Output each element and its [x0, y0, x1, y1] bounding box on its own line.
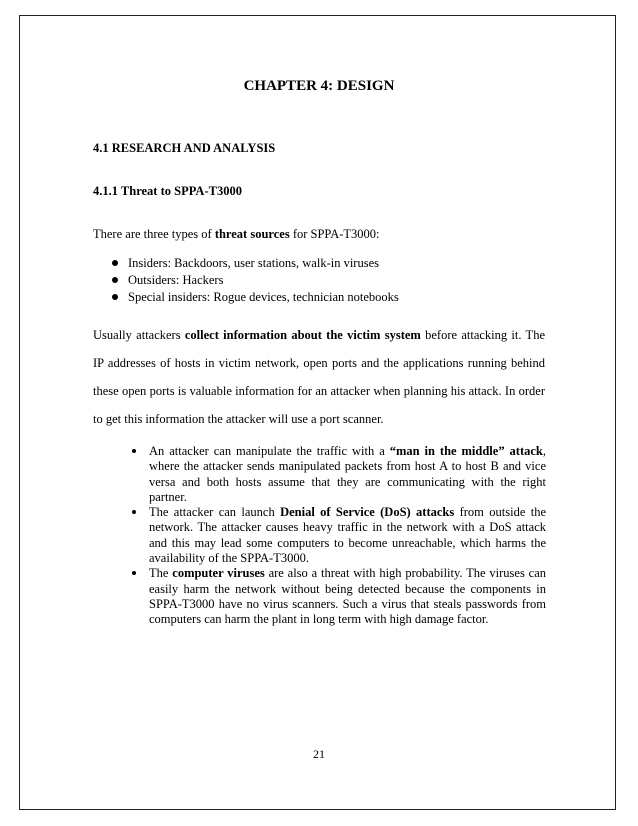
- text-span: An attacker can manipulate the traffic with a: [149, 444, 390, 458]
- bullet-icon: [112, 260, 118, 266]
- list-item: [130, 566, 546, 627]
- text-span: before attacking it. The: [420, 328, 545, 342]
- threat-source-text: Special insiders: Rogue devices, technician notebooks: [128, 290, 399, 304]
- list-item: [112, 289, 399, 306]
- section-heading: 4.1 RESEARCH AND ANALYSIS: [93, 141, 276, 155]
- bullet-icon: [112, 294, 118, 300]
- list-item: [130, 444, 546, 505]
- text-bold: “man in the middle” attack: [389, 444, 543, 458]
- paragraph-line: to get this information the attacker will use a port scanner.: [93, 412, 384, 426]
- chapter-title: CHAPTER 4: DESIGN: [243, 78, 395, 94]
- intro-text-before: There are three types of: [93, 227, 215, 241]
- threat-sources-list: [112, 255, 399, 306]
- attacks-list: [130, 444, 546, 628]
- intro-paragraph: [93, 227, 380, 242]
- list-item: [112, 255, 399, 272]
- bullet-icon: [112, 277, 118, 283]
- threat-source-text: Insiders: Backdoors, user stations, walk-in viruses: [128, 256, 380, 270]
- intro-text-bold: threat sources: [214, 227, 290, 241]
- intro-text-after: for SPPA-T3000:: [289, 227, 380, 241]
- page-number: 21: [313, 747, 325, 761]
- text-bold: Denial of Service (DoS) attacks: [280, 505, 455, 520]
- text-span: Usually attackers: [93, 328, 185, 342]
- text-span: from outside the network. The attacker causes heavy traffic in the network with a DoS attack and this may lead some computers to become unreachable, which harms the availability of the SPPA-T3000.: [149, 505, 546, 566]
- paragraph-line: [93, 327, 545, 355]
- subsection-heading: 4.1.1 Threat to SPPA-T3000: [93, 184, 242, 198]
- list-item: [130, 505, 546, 566]
- paragraph-line: IP addresses of hosts in victim network, open ports and the applications running behind: [93, 356, 545, 370]
- text-span: are also a threat with high probability. The viruses can easily harm the network without being detected because the components in SPPA-T3000 have no virus scanners. Such a virus that steals passwords from computers can harm the plant in long term with high damage factor.: [149, 566, 546, 627]
- paragraph-line: these open ports is valuable information for an attacker when planning his attack. In order: [93, 384, 545, 398]
- threat-source-text: Outsiders: Hackers: [128, 273, 224, 287]
- text-span: The: [149, 566, 173, 581]
- list-item: [112, 272, 399, 289]
- text-span: The attacker can launch: [149, 505, 281, 520]
- body-paragraph: [93, 327, 545, 439]
- text-span: , where the attacker sends manipulated packets from host A to host B and vice versa and both hosts assume that they are communicating with the right partner.: [149, 444, 546, 504]
- text-bold: computer viruses: [172, 566, 265, 581]
- text-bold: collect information about the victim system: [184, 328, 421, 342]
